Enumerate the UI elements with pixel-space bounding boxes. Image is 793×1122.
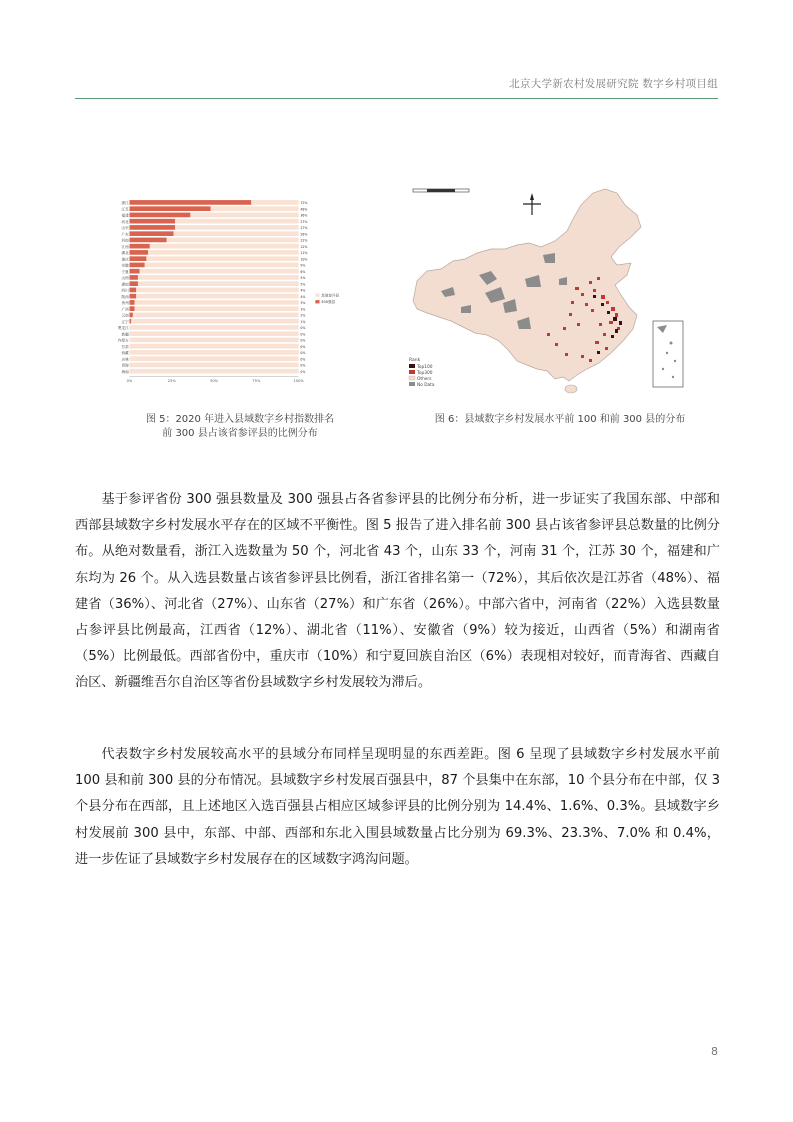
category-label-27: 海南 (121, 369, 129, 374)
bar-other-12 (138, 275, 299, 280)
data-label-21: 0% (300, 332, 306, 337)
bar-other-4 (175, 225, 298, 230)
category-label-6: 河南 (121, 238, 129, 243)
data-label-5: 26% (300, 232, 308, 237)
x-tick-label-1: 25% (167, 378, 176, 383)
bar-other-5 (173, 231, 298, 236)
paragraph-2: 代表数字乡村发展较高水平的县域分布同样呈现明显的东西差距。图 6 呈现了县域数字乡村发展水平前 100 县和前 300 县的分布情况。县域数字乡村发展百强县中，87 个县集中在东部，10 个县分布在中部，仅 3 个县分布在西部，且上述地区入选百强县占相应区域参评县的比例分别为 14.4%、1.6%、0.3%。县域数字乡村发展前 300 县中，东部、中部、西部和东北入围县域数量占比分别为 69.3%、23.3%、7.0% 和 0.4%，进一步佐证了县域数字乡村发展存在的区域数字鸿沟问题。 (75, 747, 720, 867)
category-label-13: 湖南 (121, 282, 129, 287)
paragraph-1: 基于参评省份 300 强县数量及 300 强县占各省参评县的比例分布分析，进一步证实了我国东部、中部和西部县域数字乡村发展水平存在的区域不平衡性。图 5 报告了进入排名前 300 县占该省参评县总数量的比例分布。从绝对数量看，浙江入选数量为 50 个，河北省 43 个，山东 33 个，河南 31 个，江苏 30 个，福建和广东均为 26 个。从入选县数量占该省参评县比例看，浙江省排名第一（72%），其后依次是江苏省（48%）、福建省（36%）、河北省（27%）、山东省（27%）和广东省（26%）。中部六省中，河南省（22%）入选县数量占参评县比例最高，江西省（12%）、湖北省（11%）、安徽省（9%）较为接近，山西省（5%）和湖南省（5%）比例最低。西部省份中，重庆市（10%）和宁夏回族自治区（6%）表现相对较好，而青海省、西藏自治区、新疆维吾尔自治区等省份县域数字乡村发展较为滞后。 (75, 492, 720, 691)
bar-top300-14 (130, 288, 137, 293)
category-label-11: 宁夏 (121, 269, 129, 274)
data-label-7: 12% (300, 244, 308, 249)
data-label-1: 48% (300, 207, 308, 212)
data-label-16: 3% (300, 301, 306, 306)
bar-other-22 (130, 338, 299, 343)
figure6-caption-text: 图 6：县域数字乡村发展水平前 100 和前 300 县的分布 (434, 414, 686, 425)
category-label-24: 西藏 (121, 351, 129, 356)
category-label-8: 湖北 (121, 251, 129, 256)
category-label-20: 黑龙江 (117, 326, 129, 331)
category-label-17: 广西 (121, 307, 129, 312)
bar-other-13 (138, 281, 299, 286)
page-number: 8 (711, 1045, 718, 1058)
category-label-2: 福建 (121, 213, 129, 218)
bar-other-23 (130, 344, 299, 349)
category-label-22: 内蒙古 (117, 338, 129, 343)
data-label-15: 4% (300, 294, 306, 299)
legend-label-top300: 300强县 (321, 300, 336, 305)
data-label-25: 0% (300, 357, 306, 362)
bar-top300-6 (130, 238, 167, 243)
bar-top300-11 (130, 269, 140, 274)
category-label-4: 山东 (121, 226, 129, 231)
category-label-26: 青海 (121, 363, 129, 368)
bar-top300-7 (130, 244, 150, 249)
category-label-15: 陕西 (121, 294, 129, 299)
legend-top300: Top300 (417, 371, 433, 376)
data-label-13: 5% (300, 282, 306, 287)
bar-other-20 (130, 325, 299, 330)
scale-bar (413, 189, 469, 192)
bar-top300-1 (130, 206, 211, 211)
data-label-2: 36% (300, 213, 308, 218)
data-label-4: 27% (300, 226, 308, 231)
bar-top300-8 (130, 250, 149, 255)
bar-top300-12 (130, 275, 138, 280)
bar-other-10 (145, 263, 299, 268)
data-label-3: 27% (300, 219, 308, 224)
legend-no-data: No Data (417, 383, 435, 388)
bar-top300-5 (130, 231, 174, 236)
data-label-14: 4% (300, 288, 306, 293)
figure6-caption (415, 413, 705, 427)
category-label-7: 江西 (121, 244, 129, 249)
x-tick-label-4: 100% (293, 378, 304, 383)
bar-other-0 (251, 200, 298, 205)
bar-top300-19 (130, 319, 132, 324)
bar-top300-3 (130, 219, 176, 224)
bar-other-25 (130, 356, 299, 361)
bar-other-26 (130, 363, 299, 368)
bar-other-17 (135, 306, 299, 311)
data-label-26: 0% (300, 363, 306, 368)
category-label-14: 四川 (121, 288, 129, 293)
category-label-18: 云南 (121, 313, 129, 318)
north-arrow-icon (523, 193, 541, 215)
data-label-19: 1% (300, 319, 306, 324)
category-label-16: 贵州 (121, 301, 129, 306)
bar-other-21 (130, 331, 299, 336)
bar-other-11 (140, 269, 299, 274)
data-label-0: 72% (300, 201, 308, 206)
bar-top300-15 (130, 294, 137, 299)
bar-other-16 (135, 300, 299, 305)
data-label-6: 22% (300, 238, 308, 243)
hainan-island (565, 385, 577, 393)
bar-other-15 (136, 294, 298, 299)
category-label-12: 山西 (121, 276, 129, 281)
category-label-9: 重庆 (121, 257, 129, 262)
legend-others: Others (417, 377, 432, 382)
bar-other-19 (131, 319, 298, 324)
data-label-8: 11% (300, 251, 308, 256)
data-label-17: 3% (300, 307, 306, 312)
data-label-9: 10% (300, 257, 308, 262)
bar-other-2 (190, 213, 298, 218)
bar-other-7 (150, 244, 299, 249)
data-label-23: 0% (300, 344, 306, 349)
category-label-5: 广东 (121, 232, 129, 237)
bar-other-18 (133, 313, 299, 318)
data-label-10: 9% (300, 263, 306, 268)
south-china-sea-inset (653, 321, 683, 387)
bar-other-6 (167, 238, 299, 243)
x-tick-label-0: 0% (126, 378, 133, 383)
data-label-20: 0% (300, 326, 306, 331)
bar-other-9 (146, 256, 298, 261)
category-label-10: 安徽 (121, 263, 129, 268)
header-org: 北京大学新农村发展研究院 数字乡村项目组 (509, 78, 718, 90)
bar-top300-16 (130, 300, 135, 305)
legend-label-other: 其他参评县 (321, 293, 340, 298)
legend-swatch-top300 (315, 300, 319, 303)
bar-top300-17 (130, 306, 135, 311)
category-label-3: 河北 (121, 219, 129, 224)
x-tick-label-2: 50% (210, 378, 219, 383)
category-label-19: 辽宁 (121, 319, 129, 324)
data-label-24: 0% (300, 351, 306, 356)
category-label-25: 吉林 (121, 357, 129, 362)
data-label-18: 2% (300, 313, 306, 318)
x-tick-label-3: 75% (252, 378, 261, 383)
category-label-1: 江苏 (121, 207, 129, 212)
data-label-11: 6% (300, 269, 306, 274)
bar-top300-13 (130, 281, 138, 286)
data-label-27: 0% (300, 369, 306, 374)
bar-top300-18 (130, 313, 133, 318)
page-header (75, 72, 718, 99)
map-legend (409, 357, 435, 388)
legend-title: Rank (409, 358, 421, 363)
data-label-12: 5% (300, 276, 306, 281)
category-label-0: 浙江 (121, 201, 129, 206)
category-label-21: 新疆 (121, 332, 129, 337)
figure5-caption-text: 图 5：2020 年进入县域数字乡村指数排名 前 300 县占该省参评县的比例分布 (145, 414, 335, 439)
bar-other-24 (130, 350, 299, 355)
figure6-map (405, 183, 685, 398)
bar-other-3 (175, 219, 298, 224)
bar-top300-9 (130, 256, 147, 261)
legend-swatch-other (315, 293, 319, 296)
bar-other-14 (136, 288, 298, 293)
bar-top300-2 (130, 213, 191, 218)
bar-other-8 (148, 250, 299, 255)
legend-top100: Top100 (417, 365, 433, 370)
data-label-22: 0% (300, 338, 306, 343)
bar-other-27 (130, 369, 299, 374)
figure5-bar-chart (112, 178, 340, 403)
category-label-23: 甘肃 (121, 344, 129, 349)
figure5-caption (130, 413, 350, 441)
bar-top300-4 (130, 225, 176, 230)
bar-other-1 (211, 206, 299, 211)
bar-top300-0 (130, 200, 252, 205)
bar-top300-10 (130, 263, 145, 268)
